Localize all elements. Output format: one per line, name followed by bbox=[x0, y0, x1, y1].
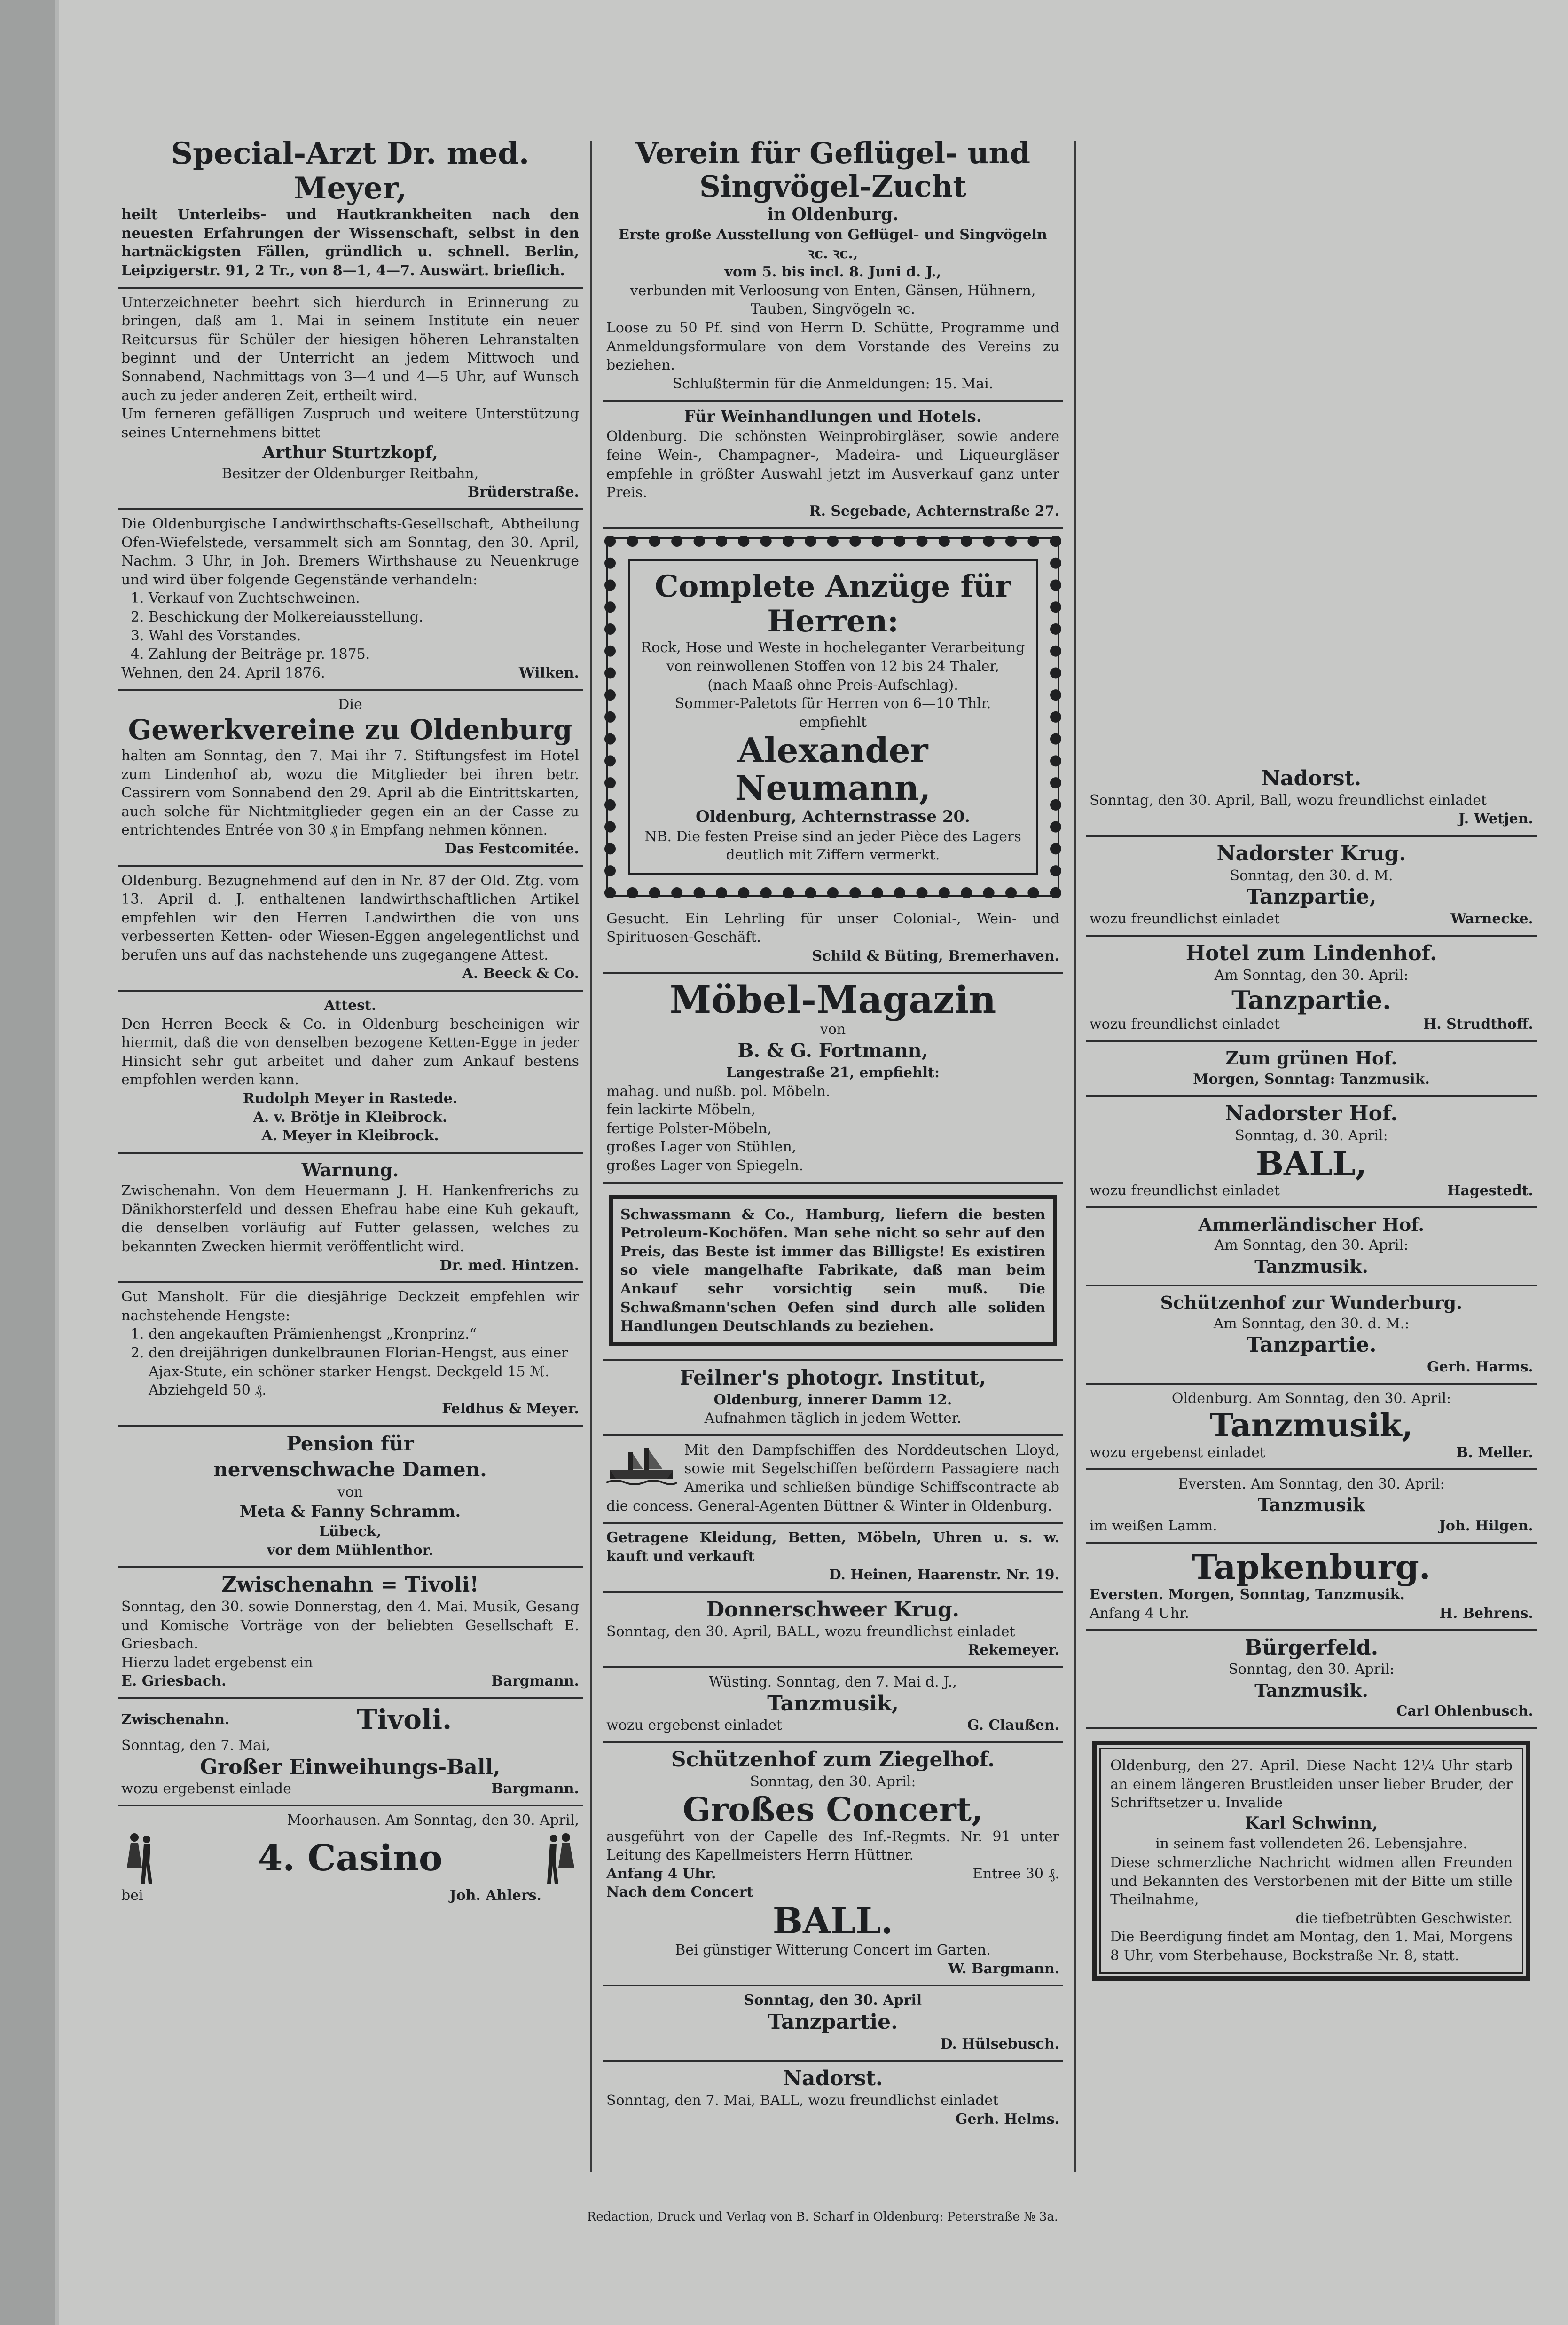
ad-title: Für Weinhandlungen und Hotels. bbox=[684, 407, 982, 426]
ad-body: Die Oldenburgische Landwirthschafts-Gesellschaft, Abtheilung Ofen-Wiefelstede, versammelt sich am Sonntag, den 30. April, Nachm. 3 Uhr, in Joh. Bremers Wirthshause zu Neuenkruge und wird über folgende Gegenstände verhandeln: bbox=[121, 516, 579, 588]
ad-signature: Gerh. Harms. bbox=[1427, 1358, 1533, 1375]
ad-body: Mit den Dampfschiffen des Norddeutschen Lloyd, sowie mit Segelschiffen befördern Passagiere nach Amerika und schließen bündige Schiffscontracte ab die concess. General-Agenten Büttner & Winter in Oldenburg. bbox=[606, 1442, 1059, 1514]
ad-pension bbox=[118, 1427, 583, 1568]
ad-start: Anfang 4 Uhr. bbox=[1090, 1605, 1189, 1622]
ad-line-1: Rock, Hose und Weste in hocheleganter Verarbeitung von reinwollenen Stoffen von 12 bis 24 Thaler, bbox=[641, 639, 1025, 675]
ad-huelsebusch bbox=[603, 1986, 1063, 2062]
ad-title: Schützenhof zum Ziegelhof. bbox=[671, 1748, 995, 1772]
ad-body: Sonntag, den 30. sowie Donnerstag, den 4. Mai. Musik, Gesang und Komische Vorträge von der beliebten Gesellschaft E. Griesbach. bbox=[121, 1598, 579, 1653]
ad-body: Aufnahmen täglich in jedem Wetter. bbox=[704, 1410, 962, 1427]
ad-signature: Feldhus & Meyer. bbox=[442, 1400, 579, 1417]
ad-nadorst-helms bbox=[603, 2062, 1063, 2135]
ad-neumann-chain-frame bbox=[604, 536, 1061, 898]
ad-title: Schützenhof zur Wunderburg. bbox=[1160, 1292, 1463, 1314]
ad-title: Verein für Geflügel- und Singvögel-Zucht bbox=[635, 136, 1030, 204]
ad-signature: W. Bargmann. bbox=[948, 1960, 1059, 1977]
ad-body-2: Bei günstiger Witterung Concert im Garten. bbox=[675, 1942, 991, 1959]
ad-invite: im weißen Lamm. bbox=[1090, 1517, 1217, 1534]
ad-note: NB. Die festen Preise sind an jeder Pièce des Lagers deutlich mit Ziffern vermerkt. bbox=[644, 828, 1021, 864]
ad-title: Nadorster Krug. bbox=[1216, 841, 1406, 866]
ad-date: Sonntag, d. 30. April: bbox=[1235, 1127, 1388, 1144]
list-item: großes Lager von Stühlen, bbox=[606, 1139, 797, 1156]
ad-title-2: Tanzmusik. bbox=[1254, 1255, 1368, 1277]
ad-nadorst-wetjen bbox=[1086, 762, 1537, 837]
ad-address: Oldenburg, innerer Damm 12. bbox=[713, 1391, 952, 1408]
ad-after: Nach dem Concert bbox=[606, 1884, 753, 1900]
ad-moebel-magazin bbox=[603, 974, 1063, 1184]
ad-signature: D. Hülsebusch. bbox=[940, 2035, 1059, 2052]
ad-body: Sonntag, den 7. Mai, BALL, wozu freundlichst einladet bbox=[606, 2092, 999, 2109]
ad-body-3: Die Beerdigung findet am Montag, den 1. Mai, Morgens 8 Uhr, vom Sterbehause, Bockstraße Nr. 8, statt. bbox=[1110, 1929, 1513, 1964]
ad-title-2: Großes Concert, bbox=[682, 1789, 983, 1829]
ad-warnung bbox=[118, 1154, 583, 1283]
ad-signature: Schild & Büting, Bremerhaven. bbox=[812, 948, 1059, 965]
ad-nadorster-hof bbox=[1086, 1097, 1537, 1208]
ad-neumann bbox=[628, 559, 1038, 875]
ad-body-2: Diese schmerzliche Nachricht widmen allen Freunden und Bekannten des Verstorbenen mit der Bitte um stille Theilnahme, bbox=[1110, 1854, 1513, 1908]
ad-body: Morgen, Sonntag: Tanzmusik. bbox=[1193, 1071, 1430, 1088]
ad-street: Brüderstraße. bbox=[467, 484, 579, 501]
ad-address: Oldenburg, Achternstrasse 20. bbox=[696, 807, 970, 826]
ad-signature-2: A. v. Brötje in Kleibrock. bbox=[253, 1109, 447, 1126]
ad-signature: Warnecke. bbox=[1450, 911, 1533, 928]
ad-title: Warnung. bbox=[301, 1159, 399, 1181]
ad-title: Pension für bbox=[286, 1432, 414, 1456]
ad-date: Am Sonntag, den 30. April: bbox=[1214, 1237, 1409, 1254]
ad-von: von bbox=[337, 1483, 363, 1500]
dancing-couple-icon bbox=[541, 1830, 579, 1886]
ad-place-date: Wehnen, den 24. April 1876. bbox=[121, 664, 325, 681]
ad-title: Tapkenburg. bbox=[1192, 1546, 1431, 1587]
ad-dr-meyer bbox=[118, 132, 583, 289]
ad-weinhandlungen bbox=[603, 402, 1063, 529]
ad-signature: Das Festcomitée. bbox=[444, 840, 579, 857]
column-3 bbox=[1086, 132, 1537, 2186]
ad-title-2: nervenschwache Damen. bbox=[213, 1458, 487, 1481]
ad-title: Tivoli. bbox=[357, 1703, 452, 1736]
ad-signature-3: A. Meyer in Kleibrock. bbox=[261, 1127, 439, 1144]
ad-town: Lübeck, bbox=[319, 1523, 382, 1540]
ad-body: Schwassmann & Co., Hamburg, liefern die besten Petroleum-Kochöfen. Man sehe nicht so sehr auf den Preis, das Beste ist immer das Billigste! Es existiren so viele mangelhafte Fabrikate, daß man beim Ankauf sehr vorsichtig sein muß. Die Schwaßmann'schen Oefen sind durch alle soliden Handlungen Deutschlands zu beziehen. bbox=[620, 1206, 1045, 1335]
ad-donnerschweer bbox=[603, 1593, 1063, 1668]
ad-body: Sonntag, den 30. April, BALL, wozu freundlichst einladet bbox=[606, 1623, 1015, 1640]
imprint-footer: Redaction, Druck und Verlag von B. Scharf in Oldenburg: Peterstraße № 3a. bbox=[587, 2210, 1058, 2224]
list-item: 1. Verkauf von Zuchtschweinen. bbox=[149, 589, 579, 608]
ad-title: Zum grünen Hof. bbox=[1225, 1048, 1397, 1069]
ad-invite: wozu ergebenst einladet bbox=[606, 1717, 782, 1734]
ad-role: Besitzer der Oldenburger Reitbahn, bbox=[221, 465, 479, 482]
ad-todesanzeige-wrap bbox=[1086, 1729, 1537, 1994]
ad-title: Nadorst. bbox=[1261, 766, 1362, 790]
ad-von: von bbox=[820, 1021, 846, 1038]
ad-signature: die tiefbetrübten Geschwister. bbox=[1295, 1910, 1513, 1927]
column-2 bbox=[603, 132, 1063, 2186]
ad-body: Eversten. Morgen, Sonntag, Tanzmusik. bbox=[1090, 1586, 1405, 1603]
stallion-list bbox=[121, 1325, 579, 1399]
ad-body: Gesucht. Ein Lehrling für unser Colonial-, Wein- und Spirituosen-Geschäft. bbox=[606, 910, 1059, 946]
ad-heinen bbox=[603, 1524, 1063, 1593]
ad-body: ausgeführt von der Capelle des Inf.-Regmts. Nr. 91 unter Leitung des Kapellmeisters Herrn Hüttner. bbox=[606, 1828, 1059, 1864]
ad-title-2: Großer Einweihungs-Ball, bbox=[200, 1755, 501, 1779]
ad-body-2: Um ferneren gefälligen Zuspruch und weitere Unterstützung seines Unternehmens bittet bbox=[121, 406, 579, 441]
ad-line-1: Erste große Ausstellung von Geflügel- und Singvögeln ꝛc. ꝛc., bbox=[619, 227, 1047, 262]
steamship-icon bbox=[606, 1443, 677, 1486]
ad-bei: bei bbox=[121, 1887, 143, 1904]
ad-name: B. & G. Fortmann, bbox=[737, 1040, 928, 1062]
ad-title: Nadorst. bbox=[783, 2066, 883, 2091]
ad-address: Langestraße 21, empfiehlt: bbox=[726, 1064, 940, 1081]
ad-body: Eversten. Am Sonntag, den 30. April: bbox=[1178, 1475, 1445, 1492]
ad-signature: R. Segebade, Achternstraße 27. bbox=[809, 503, 1059, 520]
ad-invite: wozu freundlichst einladet bbox=[1090, 1182, 1280, 1199]
ad-meller bbox=[1086, 1385, 1537, 1470]
ad-title: Möbel-Magazin bbox=[669, 977, 996, 1022]
list-item: mahag. und nußb. pol. Möbeln. bbox=[606, 1083, 831, 1100]
ad-title-2: Tanzpartie. bbox=[1231, 985, 1391, 1015]
ad-signature-1: E. Griesbach. bbox=[121, 1673, 227, 1690]
ad-entree: Entree 30 ₰. bbox=[972, 1865, 1059, 1882]
ad-signature: Carl Ohlenbusch. bbox=[1396, 1703, 1533, 1720]
ad-schwassmann bbox=[609, 1195, 1057, 1346]
ad-signature: Rekemeyer. bbox=[968, 1642, 1059, 1659]
ad-body: Oldenburg, den 27. April. Diese Nacht 12¼ Uhr starb an einem längeren Brustleiden unser lieber Bruder, der Schriftsetzer u. Invalide bbox=[1110, 1758, 1513, 1812]
ad-names: Meta & Fanny Schramm. bbox=[239, 1502, 461, 1521]
ad-title: Feilner's photogr. Institut, bbox=[680, 1365, 986, 1390]
ad-gewerkvereine bbox=[118, 691, 583, 867]
ad-tivoli-1 bbox=[118, 1568, 583, 1699]
list-item: großes Lager von Spiegeln. bbox=[606, 1158, 804, 1174]
ad-date: Sonntag, den 30. April: bbox=[1228, 1661, 1395, 1678]
ad-date: Sonntag, den 30. April bbox=[744, 1992, 922, 2009]
ad-body: Sonntag, den 30. April, Ball, wozu freundlichst einladet bbox=[1090, 792, 1487, 809]
ad-body: heilt Unterleibs- und Hautkrankheiten nach den neuesten Erfahrungen der Wissenschaft, selbst in den hartnäckigsten Fällen, gründlich u. schnell. Berlin, Leipzigerstr. 91, 2 Tr., von 8—1, 4—7. Auswärt. brieflich. bbox=[121, 206, 579, 279]
list-item: 3. Wahl des Vorstandes. bbox=[149, 627, 579, 646]
ad-schwassmann-wrap bbox=[603, 1184, 1063, 1361]
list-item: 1. den angekauften Prämienhengst „Kronprinz.“ bbox=[149, 1325, 579, 1344]
ad-gefluegel-verein bbox=[603, 132, 1063, 402]
ad-line-3: Sommer-Paletots für Herren von 6—10 Thlr. empfiehlt bbox=[674, 695, 991, 731]
ad-signature: Joh. Ahlers. bbox=[449, 1887, 541, 1904]
ad-lloyd bbox=[603, 1436, 1063, 1524]
ad-title-2: Tanzmusik. bbox=[1254, 1680, 1368, 1702]
ad-beeck bbox=[118, 867, 583, 992]
ad-body: Unterzeichneter beehrt sich hierdurch in Erinnerung zu bringen, daß am 1. Mai in seinem Institute ein neuer Reitcursus für Schüler der hiesigen höheren Lehranstalten beginnt und der Unterricht an jedem Mittwoch und Sonnabend, Nachmittags von 3—4 und 4—5 Uhr, auf Wunsch auch zu jeder anderen Zeit, ertheilt wird. bbox=[121, 294, 579, 404]
ad-body: Oldenburg. Bezugnehmend auf den in Nr. 87 der Old. Ztg. vom 13. April d. J. enthaltenen landwirthschaftlichen Artikel empfehlen wir den Herren Landwirthen die von uns verbesserten Ketten- oder Wiesen-Eggen angelegentlichst und berufen uns auf das nachstehende uns zugegangene Attest. bbox=[121, 872, 579, 963]
ad-address: vor dem Mühlenthor. bbox=[267, 1542, 434, 1559]
ad-signature: H. Behrens. bbox=[1439, 1605, 1533, 1622]
ad-line-2: vom 5. bis incl. 8. Juni d. J., bbox=[724, 264, 941, 281]
ad-ball: BALL. bbox=[772, 1900, 894, 1942]
ad-body: Den Herren Beeck & Co. in Oldenburg bescheinigen wir hiermit, daß die von denselben bezogene Ketten-Egge in jeder Hinsicht sehr gut arbeitet und daher zum Ankauf bestens empfohlen werden kann. bbox=[121, 1016, 579, 1088]
ad-title: 4. Casino bbox=[258, 1837, 443, 1879]
ad-title: Hotel zum Lindenhof. bbox=[1185, 941, 1437, 966]
ad-date: Sonntag, den 30. d. M. bbox=[1230, 867, 1393, 884]
ad-title: Tanzmusik, bbox=[1209, 1407, 1413, 1445]
ad-body: Gut Mansholt. Für die diesjährige Deckzeit empfehlen wir nachstehende Hengste: bbox=[121, 1289, 579, 1324]
ad-title: Tanzmusik, bbox=[767, 1691, 899, 1716]
column-3-top-spacer bbox=[1086, 132, 1537, 762]
ad-gruener-hof bbox=[1086, 1042, 1537, 1097]
ad-feilner bbox=[603, 1361, 1063, 1436]
column-1 bbox=[118, 132, 583, 2172]
ad-lindenhof bbox=[1086, 937, 1537, 1042]
ad-date: Am Sonntag, den 30. d. M.: bbox=[1213, 1315, 1410, 1332]
binding-edge bbox=[0, 0, 55, 2325]
ad-signature-1: Rudolph Meyer in Rastede. bbox=[243, 1090, 458, 1107]
ad-hilgen bbox=[1086, 1470, 1537, 1544]
ad-signature: A. Beeck & Co. bbox=[462, 965, 579, 982]
list-item: 2. den dreijährigen dunkelbraunen Florian-Hengst, aus einer Ajax-Stute, ein schöner starker Hengst. Deckgeld 15 ℳ. Abziehgeld 50 ₰. bbox=[149, 1344, 579, 1400]
ad-title: Ammerländischer Hof. bbox=[1198, 1214, 1425, 1235]
ad-buergerfeld bbox=[1086, 1631, 1537, 1729]
ad-invite: wozu freundlichst einladet bbox=[1090, 911, 1280, 928]
ad-tivoli-2 bbox=[118, 1699, 583, 1806]
ad-line-5: Schlußtermin für die Anmeldungen: 15. Mai. bbox=[672, 375, 994, 392]
ad-mansholt bbox=[118, 1283, 583, 1427]
ad-body: Oldenburg. Am Sonntag, den 30. April: bbox=[1171, 1390, 1451, 1407]
ad-signature: Gerh. Helms. bbox=[955, 2111, 1059, 2128]
ad-body: Getragene Kleidung, Betten, Möbeln, Uhren u. s. w. kauft und verkauft bbox=[606, 1529, 1059, 1565]
ad-start: Anfang 4 Uhr. bbox=[606, 1865, 716, 1882]
ad-signature: Hagestedt. bbox=[1447, 1182, 1533, 1199]
ad-signature: Wilken. bbox=[518, 664, 579, 681]
ad-title: Complete Anzüge für Herren: bbox=[654, 569, 1011, 639]
column-divider-right bbox=[1074, 141, 1076, 2172]
ad-title-2: Tanzpartie. bbox=[1246, 1333, 1377, 1357]
ad-pre: Die bbox=[338, 696, 362, 713]
ad-pre: Zwischenahn. bbox=[121, 1711, 230, 1728]
ad-body-2: Hierzu ladet ergebenst ein bbox=[121, 1654, 313, 1671]
ad-line-3: verbunden mit Verloosung von Enten, Gänsen, Hühnern, Tauben, Singvögeln ꝛc. bbox=[630, 282, 1036, 318]
list-item: fertige Polster-Möbeln, bbox=[606, 1120, 772, 1137]
ad-body: Wüsting. Sonntag, den 7. Mai d. J., bbox=[709, 1673, 957, 1690]
ad-body: Moorhausen. Am Sonntag, den 30. April, bbox=[287, 1812, 579, 1829]
ad-title-2: Tanzpartie, bbox=[1246, 885, 1377, 909]
ad-invite: wozu ergebenst einladet bbox=[1090, 1444, 1265, 1461]
list-item: 4. Zahlung der Beiträge pr. 1875. bbox=[149, 645, 579, 664]
ad-todesanzeige bbox=[1092, 1741, 1530, 1981]
ad-signature: Joh. Hilgen. bbox=[1439, 1517, 1533, 1534]
ad-age: in seinem fast vollendeten 26. Lebensjahre. bbox=[1155, 1836, 1467, 1852]
ad-wuesting bbox=[603, 1668, 1063, 1743]
ad-title: Nadorster Hof. bbox=[1225, 1102, 1398, 1126]
ad-title: Bürgerfeld. bbox=[1244, 1635, 1379, 1660]
ad-ammerlaendischer-hof bbox=[1086, 1208, 1537, 1286]
ad-title: Zwischenahn = Tivoli! bbox=[221, 1573, 479, 1597]
ad-tapkenburg bbox=[1086, 1544, 1537, 1631]
ad-date: Sonntag, den 7. Mai, bbox=[121, 1737, 271, 1754]
ad-body: Zwischenahn. Von dem Heuermann J. H. Hankenfrerichs zu Dänikhorsterfeld und dessen Ehefrau habe eine Kuh gekauft, die denselben vorläufig auf Futter gelassen, welches zu bekannten Zwecken hiermit veröffentlicht wird. bbox=[121, 1182, 579, 1255]
ad-nadorster-krug bbox=[1086, 837, 1537, 937]
ad-name: Karl Schwinn, bbox=[1245, 1813, 1378, 1833]
ad-title: Gewerkvereine zu Oldenburg bbox=[128, 714, 572, 746]
ad-gesucht bbox=[603, 905, 1063, 974]
ad-title: Tanzmusik bbox=[1257, 1494, 1365, 1516]
ad-title: Special-Arzt Dr. med. Meyer, bbox=[171, 136, 530, 206]
column-divider-left bbox=[590, 141, 592, 2172]
list-item: fein lackirte Möbeln, bbox=[606, 1102, 756, 1119]
ad-invite: wozu ergebenst einlade bbox=[121, 1781, 291, 1797]
ad-signature: H. Strudthoff. bbox=[1423, 1016, 1533, 1033]
ad-body: Oldenburg. Die schönsten Weinprobirgläser, sowie andere feine Wein-, Champagner-, Madeira- und Liqueurgläser empfehle in größter Auswahl jetzt im Ausverkauf ganz unter Preis. bbox=[606, 428, 1059, 501]
ad-subtitle: in Oldenburg. bbox=[767, 204, 899, 224]
ad-title: Donnerschweer Krug. bbox=[706, 1597, 960, 1622]
ad-signature: Bargmann. bbox=[491, 1781, 579, 1797]
ad-sturtzkopf bbox=[118, 289, 583, 510]
ad-ziegelhof bbox=[603, 1743, 1063, 1986]
ad-date: Am Sonntag, den 30. April: bbox=[1214, 967, 1409, 984]
ad-title: Attest. bbox=[324, 997, 376, 1014]
ad-line-2: (nach Maaß ohne Preis-Aufschlag). bbox=[707, 677, 958, 694]
ad-date: Sonntag, den 30. April: bbox=[750, 1773, 916, 1790]
ad-title: Tanzpartie. bbox=[768, 2010, 898, 2034]
ad-signature: Arthur Sturtzkopf, bbox=[262, 443, 438, 463]
ad-signature: J. Wetjen. bbox=[1458, 811, 1533, 828]
ad-signature: Dr. med. Hintzen. bbox=[439, 1257, 579, 1274]
ad-invite: wozu freundlichst einladet bbox=[1090, 1016, 1280, 1033]
ad-signature: D. Heinen, Haarenstr. Nr. 19. bbox=[829, 1567, 1059, 1584]
ad-signature-2: Bargmann. bbox=[491, 1673, 579, 1690]
ad-casino bbox=[118, 1806, 583, 1911]
ad-name: Alexander Neumann, bbox=[735, 730, 931, 808]
ad-title-2: BALL, bbox=[1255, 1143, 1367, 1183]
binding-edge-inner bbox=[55, 0, 59, 2325]
ad-signature: B. Meller. bbox=[1456, 1444, 1533, 1461]
ad-line-4: Loose zu 50 Pf. sind von Herrn D. Schütte, Programme und Anmeldungsformulare von dem Vorstande des Vereins zu beziehen. bbox=[606, 320, 1059, 374]
list-item: 2. Beschickung der Molkereiausstellung. bbox=[149, 608, 579, 627]
ad-signature: G. Claußen. bbox=[967, 1717, 1059, 1734]
dancing-couple-icon bbox=[121, 1830, 159, 1886]
ad-attest bbox=[118, 992, 583, 1154]
ad-wunderburg bbox=[1086, 1286, 1537, 1385]
ad-landwirthschaft bbox=[118, 510, 583, 691]
agenda-list bbox=[121, 589, 579, 663]
ad-body: halten am Sonntag, den 7. Mai ihr 7. Stiftungsfest im Hotel zum Lindenhof ab, wozu die Mitglieder bei ihren betr. Cassirern vom Sonnabend den 29. April ab die Eintrittskarten, auch solche für Nichtmitglieder gegen ein an der Casse zu entrichtendes Entrée von 30 ₰ in Empfang nehmen können. bbox=[121, 747, 579, 839]
